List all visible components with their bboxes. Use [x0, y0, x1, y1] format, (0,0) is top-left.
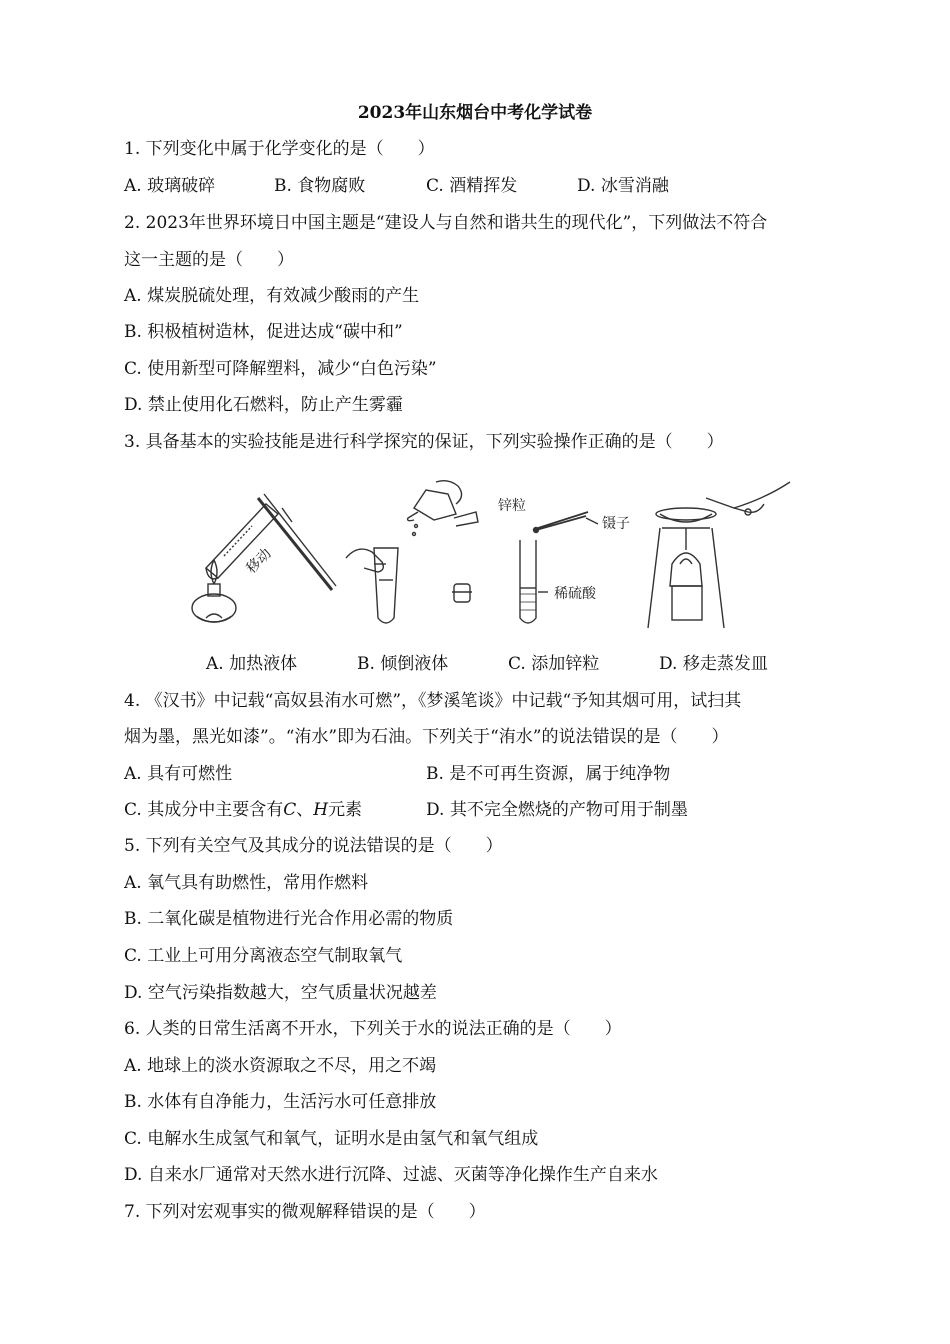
pouring-liquid-icon [346, 481, 478, 623]
q2-option-a: A. 煤炭脱硫处理，有效减少酸雨的产生 [124, 286, 420, 306]
q2-option-b: B. 积极植树造林，促进达成“碳中和” [124, 322, 403, 342]
q5-option-c: C. 工业上可用分离液态空气制取氧气 [124, 946, 403, 966]
tweezers-icon [534, 512, 599, 533]
page-title: 2023年山东烟台中考化学试卷 [357, 103, 593, 123]
q6-option-c: C. 电解水生成氢气和氧气，证明水是由氢气和氧气组成 [124, 1129, 539, 1149]
q2-option-d: D. 禁止使用化石燃料，防止产生雾霾 [124, 395, 403, 415]
q5-option-b: B. 二氧化碳是植物进行光合作用必需的物质 [124, 909, 454, 929]
q3-option-a: A. 加热液体 [206, 654, 298, 674]
q4-element-h: H [313, 800, 329, 820]
q4-option-d: D. 其不完全燃烧的产物可用于制墨 [426, 800, 688, 820]
figure-label-acid: 稀硫酸 [554, 586, 596, 602]
alcohol-lamp-icon [192, 560, 236, 622]
q3-stem: 3. 具备基本的实验技能是进行科学探究的保证，下列实验操作正确的是（ ） [124, 432, 724, 452]
figure-label-tweezers: 镊子 [602, 516, 630, 532]
figure-label-move: 移动 [243, 545, 275, 577]
q5-option-a: A. 氧气具有助燃性，常用作燃料 [124, 873, 369, 893]
q4-option-b: B. 是不可再生资源，属于纯净物 [426, 764, 671, 784]
q2-option-c: C. 使用新型可降解塑料，减少“白色污染” [124, 359, 437, 379]
q5-stem: 5. 下列有关空气及其成分的说法错误的是（ ） [124, 836, 503, 856]
q1-option-b: B. 食物腐败 [274, 176, 366, 196]
figure-label-zinc: 锌粒 [498, 498, 526, 514]
zinc-tube-icon [520, 540, 548, 623]
q3-option-c: C. 添加锌粒 [508, 654, 600, 674]
q4-option-a: A. 具有可燃性 [124, 764, 233, 784]
q5-option-d: D. 空气污染指数越大，空气质量状况越差 [124, 983, 437, 1003]
q6-option-a: A. 地球上的淡水资源取之不尽，用之不竭 [124, 1056, 437, 1076]
q4-option-c-sep: 、 [296, 800, 314, 820]
q7-stem: 7. 下列对宏观事实的微观解释错误的是（ ） [124, 1202, 486, 1222]
q2-stem-line2: 这一主题的是（ ） [124, 250, 294, 270]
q3-lab-figure [186, 468, 796, 638]
evaporation-stand-icon [648, 482, 790, 628]
q6-stem: 6. 人类的日常生活离不开水，下列关于水的说法正确的是（ ） [124, 1019, 622, 1039]
q1-stem: 1. 下列变化中属于化学变化的是（ ） [124, 139, 435, 159]
q2-stem-line1: 2. 2023年世界环境日中国主题是“建设人与自然和谐共生的现代化”，下列做法不符合 [124, 213, 768, 233]
q4-option-c-prefix: C. 其成分中主要含有 [124, 800, 284, 820]
q4-element-c: C [283, 800, 297, 820]
q4-option-c [124, 797, 362, 823]
q1-option-c: C. 酒精挥发 [426, 176, 518, 196]
test-tube-heating-icon [206, 494, 336, 590]
q6-option-b: B. 水体有自净能力，生活污水可任意排放 [124, 1092, 437, 1112]
q3-option-b: B. 倾倒液体 [357, 654, 449, 674]
q4-stem-line1: 4. 《汉书》中记载“高奴县洧水可燃”，《梦溪笔谈》中记载“予知其烟可用，试扫其 [124, 691, 742, 711]
q6-option-d: D. 自来水厂通常对天然水进行沉降、过滤、灭菌等净化操作生产自来水 [124, 1165, 658, 1185]
q3-option-d: D. 移走蒸发皿 [659, 654, 768, 674]
q4-option-c-suffix: 元素 [328, 800, 363, 820]
q1-option-d: D. 冰雪消融 [577, 176, 669, 196]
q1-option-a: A. 玻璃破碎 [124, 176, 216, 196]
q4-stem-line2: 烟为墨，黑光如漆”。“洧水”即为石油。下列关于“洧水”的说法错误的是（ ） [124, 727, 729, 747]
